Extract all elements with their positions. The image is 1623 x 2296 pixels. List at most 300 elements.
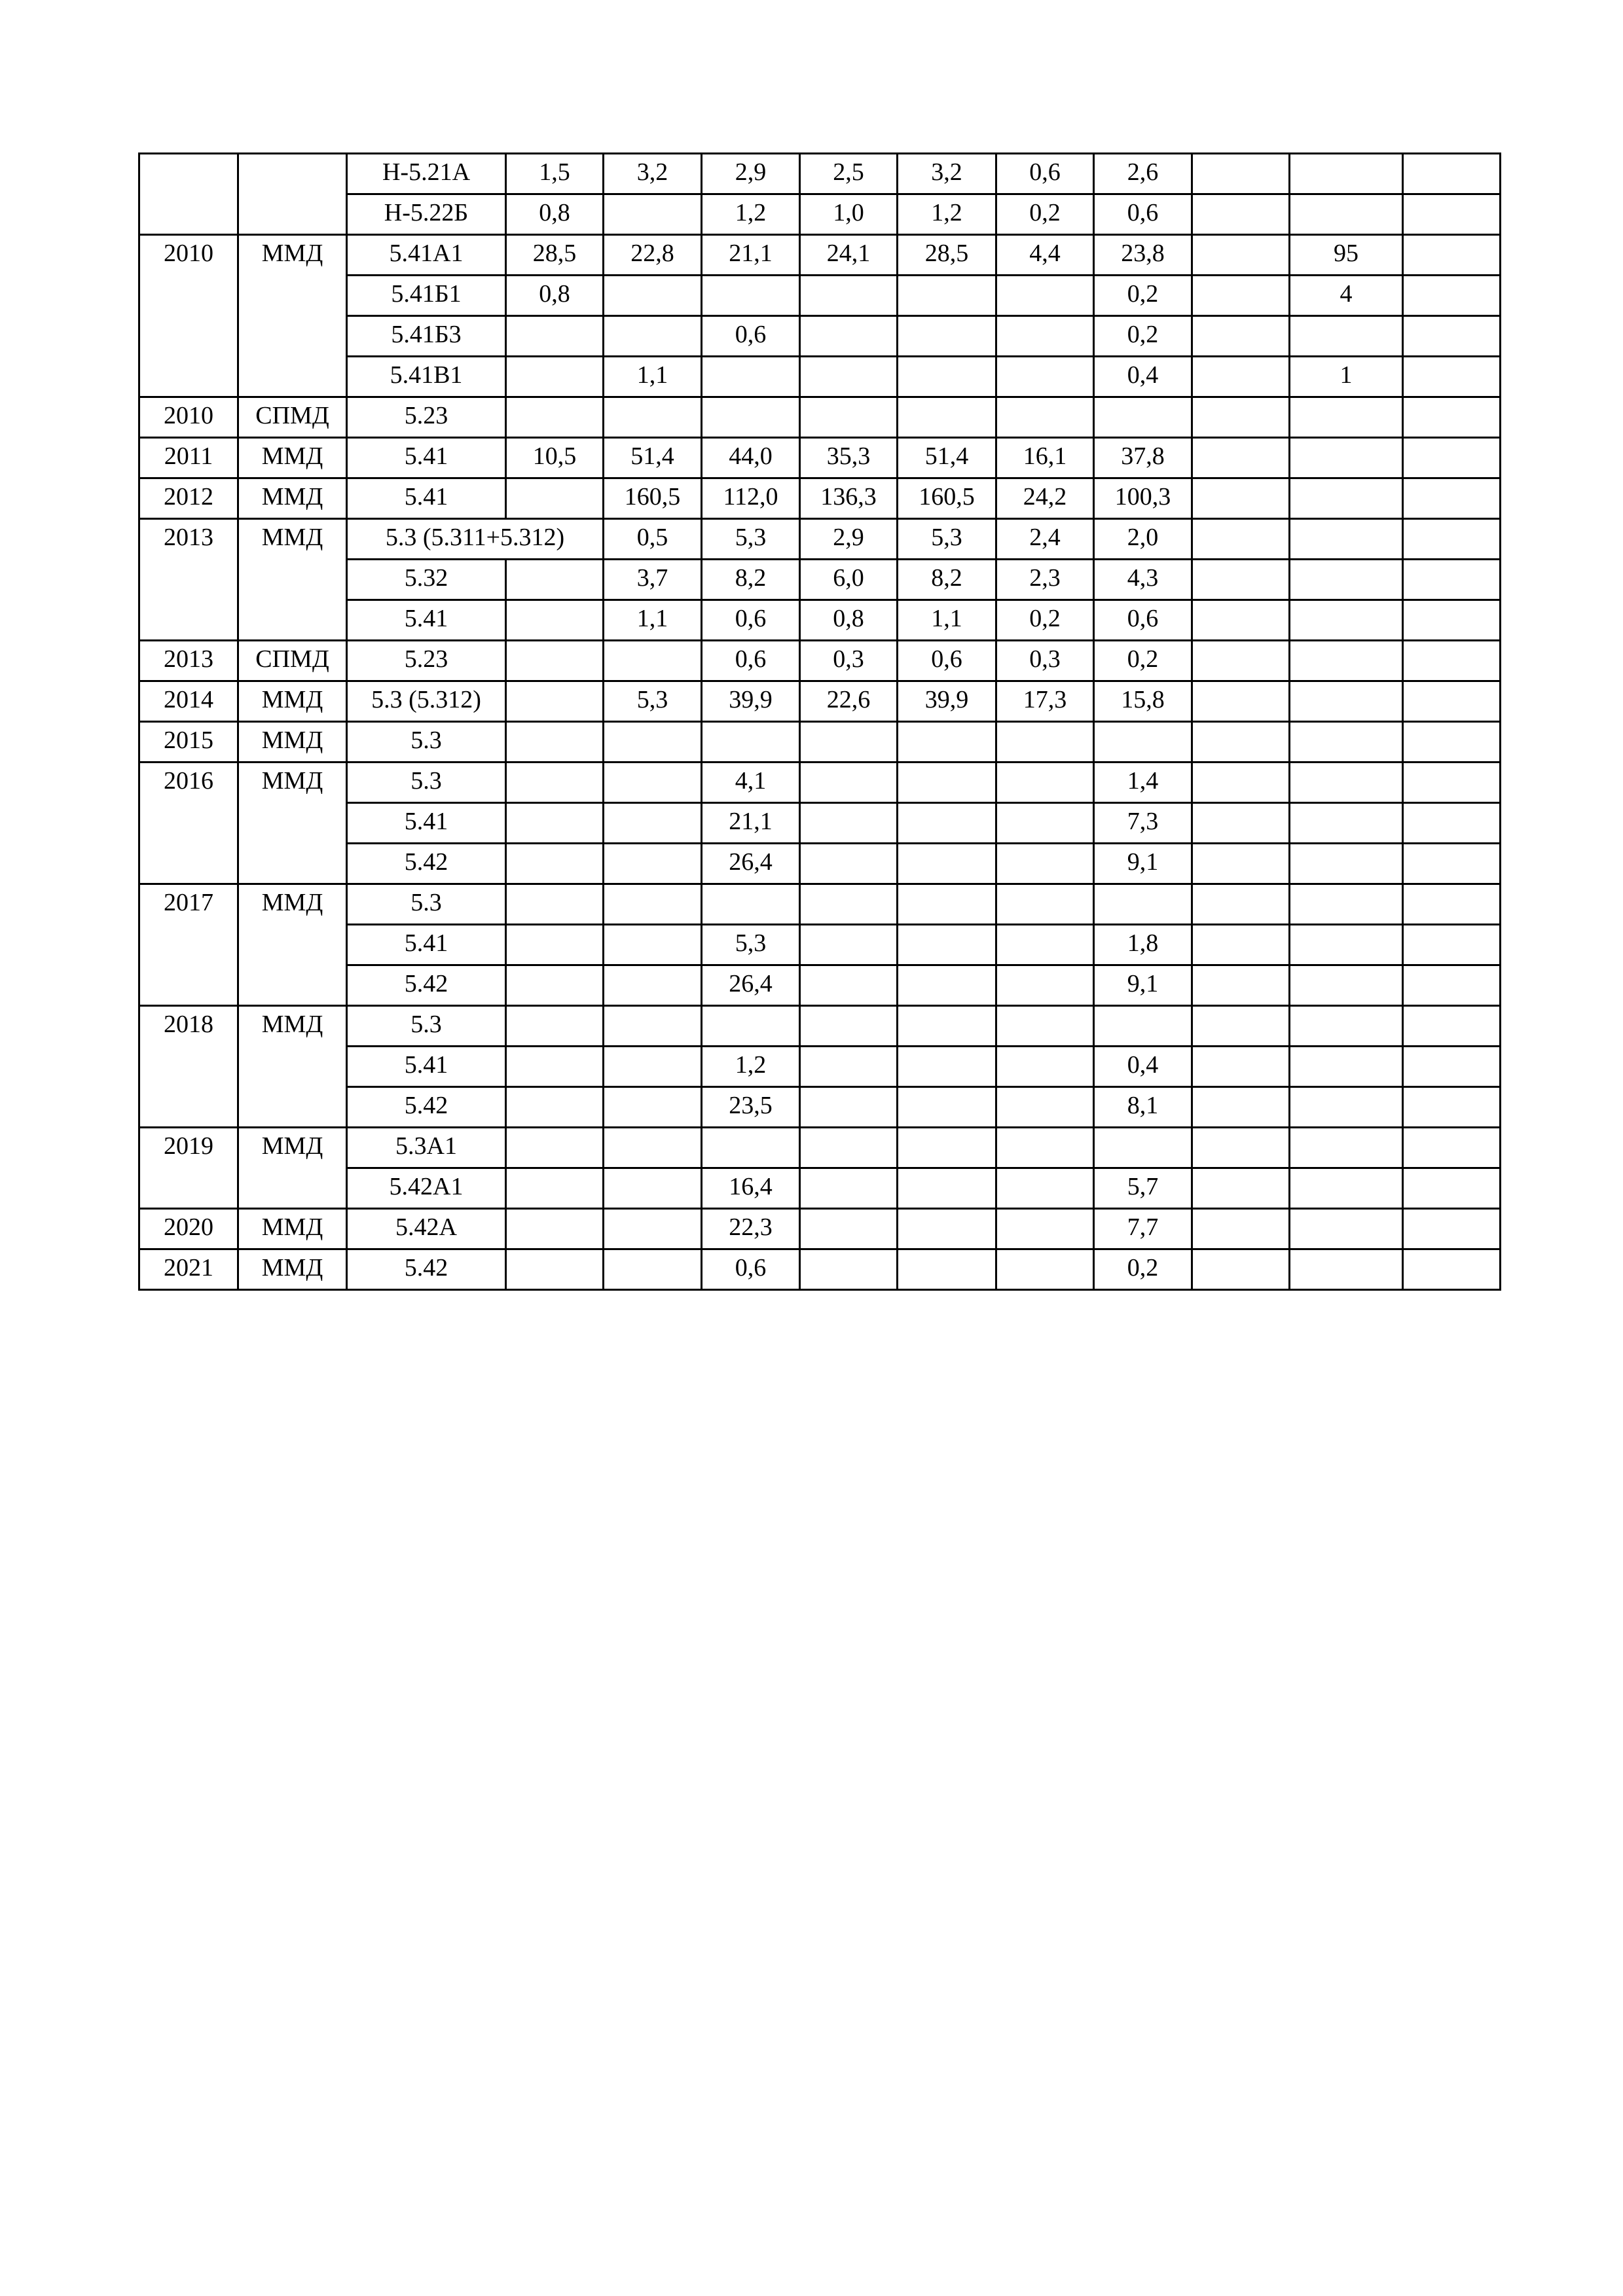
- value-cell: [996, 1087, 1094, 1128]
- value-cell: [506, 560, 604, 600]
- value-cell: 0,6: [702, 316, 800, 357]
- value-cell: 0,2: [1094, 641, 1192, 681]
- value-cell: 2,9: [702, 154, 800, 194]
- value-cell: [1192, 316, 1290, 357]
- value-cell: [996, 276, 1094, 316]
- code-cell: Н-5.22Б: [347, 194, 506, 235]
- value-cell: 0,5: [604, 519, 702, 560]
- value-cell: [1192, 884, 1290, 925]
- value-cell: [800, 1087, 898, 1128]
- value-cell: [800, 722, 898, 762]
- value-cell: 0,6: [702, 600, 800, 641]
- value-cell: [1403, 803, 1501, 844]
- value-cell: [1403, 681, 1501, 722]
- value-cell: [1290, 965, 1403, 1006]
- value-cell: [604, 641, 702, 681]
- value-cell: [702, 884, 800, 925]
- value-cell: [800, 316, 898, 357]
- value-cell: [1403, 438, 1501, 478]
- value-cell: [996, 1168, 1094, 1209]
- value-cell: [898, 722, 996, 762]
- value-cell: 16,4: [702, 1168, 800, 1209]
- data-table: [138, 152, 1501, 1291]
- year-cell: 2010: [139, 235, 238, 397]
- value-cell: 0,4: [1094, 357, 1192, 397]
- value-cell: 16,1: [996, 438, 1094, 478]
- value-cell: [1403, 1047, 1501, 1087]
- table-row: [139, 1006, 1501, 1047]
- value-cell: 51,4: [604, 438, 702, 478]
- value-cell: [996, 884, 1094, 925]
- code-cell: 5.41Б1: [347, 276, 506, 316]
- value-cell: 8,2: [702, 560, 800, 600]
- value-cell: [898, 1006, 996, 1047]
- value-cell: 5,7: [1094, 1168, 1192, 1209]
- value-cell: 1,1: [898, 600, 996, 641]
- value-cell: [1094, 884, 1192, 925]
- value-cell: 4,3: [1094, 560, 1192, 600]
- value-cell: [1192, 1209, 1290, 1249]
- type-cell: СПМД: [238, 641, 347, 681]
- code-cell: 5.41: [347, 438, 506, 478]
- value-cell: 0,2: [1094, 1249, 1192, 1290]
- value-cell: 7,3: [1094, 803, 1192, 844]
- value-cell: [506, 844, 604, 884]
- value-cell: [1403, 1128, 1501, 1168]
- value-cell: [996, 1209, 1094, 1249]
- value-cell: [898, 1209, 996, 1249]
- value-cell: [1403, 1209, 1501, 1249]
- table-row: [139, 438, 1501, 478]
- value-cell: 0,2: [996, 600, 1094, 641]
- value-cell: 0,3: [800, 641, 898, 681]
- value-cell: [1094, 397, 1192, 438]
- value-cell: 1,1: [604, 600, 702, 641]
- value-cell: [898, 1047, 996, 1087]
- value-cell: [898, 276, 996, 316]
- value-cell: [1403, 194, 1501, 235]
- value-cell: [604, 1128, 702, 1168]
- year-cell: 2011: [139, 438, 238, 478]
- type-cell: [238, 154, 347, 235]
- value-cell: [506, 884, 604, 925]
- value-cell: 0,6: [898, 641, 996, 681]
- value-cell: [506, 600, 604, 641]
- type-cell: ММД: [238, 681, 347, 722]
- value-cell: [702, 276, 800, 316]
- type-cell: СПМД: [238, 397, 347, 438]
- value-cell: 22,6: [800, 681, 898, 722]
- value-cell: 2,0: [1094, 519, 1192, 560]
- year-cell: 2013: [139, 641, 238, 681]
- value-cell: 5,3: [702, 519, 800, 560]
- value-cell: [1290, 762, 1403, 803]
- table-row: [139, 235, 1501, 276]
- value-cell: [898, 397, 996, 438]
- code-cell: 5.42: [347, 844, 506, 884]
- value-cell: [996, 1128, 1094, 1168]
- value-cell: 0,6: [702, 1249, 800, 1290]
- value-cell: [1192, 965, 1290, 1006]
- value-cell: [1403, 884, 1501, 925]
- type-cell: ММД: [238, 1128, 347, 1209]
- code-cell: 5.41: [347, 803, 506, 844]
- year-cell: 2014: [139, 681, 238, 722]
- value-cell: 100,3: [1094, 478, 1192, 519]
- value-cell: 2,3: [996, 560, 1094, 600]
- value-cell: [1403, 762, 1501, 803]
- code-cell: 5.42: [347, 1249, 506, 1290]
- value-cell: [800, 1047, 898, 1087]
- code-cell: 5.42: [347, 1087, 506, 1128]
- value-cell: [604, 844, 702, 884]
- value-cell: 5,3: [898, 519, 996, 560]
- code-cell: 5.41Б3: [347, 316, 506, 357]
- value-cell: [800, 1168, 898, 1209]
- value-cell: [1403, 154, 1501, 194]
- value-cell: [1192, 235, 1290, 276]
- value-cell: [506, 722, 604, 762]
- value-cell: [604, 397, 702, 438]
- value-cell: 28,5: [506, 235, 604, 276]
- value-cell: [506, 681, 604, 722]
- value-cell: 4,1: [702, 762, 800, 803]
- code-cell: 5.32: [347, 560, 506, 600]
- value-cell: [604, 884, 702, 925]
- table-row: [139, 884, 1501, 925]
- value-cell: [1290, 1168, 1403, 1209]
- value-cell: [1290, 925, 1403, 965]
- code-cell: 5.23: [347, 397, 506, 438]
- value-cell: 1,2: [898, 194, 996, 235]
- value-cell: [1192, 681, 1290, 722]
- value-cell: [1403, 1249, 1501, 1290]
- value-cell: [996, 1249, 1094, 1290]
- value-cell: [800, 1209, 898, 1249]
- value-cell: [506, 397, 604, 438]
- value-cell: 2,9: [800, 519, 898, 560]
- year-cell: 2015: [139, 722, 238, 762]
- value-cell: [898, 925, 996, 965]
- code-cell: 5.23: [347, 641, 506, 681]
- value-cell: [1192, 1249, 1290, 1290]
- value-cell: 3,2: [898, 154, 996, 194]
- value-cell: 24,2: [996, 478, 1094, 519]
- value-cell: [1192, 1087, 1290, 1128]
- value-cell: [1403, 397, 1501, 438]
- value-cell: [604, 316, 702, 357]
- value-cell: [506, 762, 604, 803]
- code-cell: Н-5.21А: [347, 154, 506, 194]
- value-cell: 2,6: [1094, 154, 1192, 194]
- value-cell: [800, 844, 898, 884]
- value-cell: [800, 803, 898, 844]
- code-cell: 5.41: [347, 1047, 506, 1087]
- value-cell: [1192, 722, 1290, 762]
- value-cell: 0,8: [800, 600, 898, 641]
- value-cell: 23,5: [702, 1087, 800, 1128]
- type-cell: ММД: [238, 1209, 347, 1249]
- value-cell: [1403, 641, 1501, 681]
- value-cell: 17,3: [996, 681, 1094, 722]
- value-cell: 0,6: [1094, 194, 1192, 235]
- value-cell: [800, 762, 898, 803]
- value-cell: [996, 803, 1094, 844]
- value-cell: [1403, 1087, 1501, 1128]
- value-cell: 9,1: [1094, 965, 1192, 1006]
- value-cell: [996, 722, 1094, 762]
- value-cell: [1192, 438, 1290, 478]
- value-cell: [1290, 1209, 1403, 1249]
- value-cell: [1290, 1047, 1403, 1087]
- value-cell: [1094, 722, 1192, 762]
- value-cell: 1,8: [1094, 925, 1192, 965]
- value-cell: [800, 397, 898, 438]
- value-cell: [1192, 925, 1290, 965]
- value-cell: 37,8: [1094, 438, 1192, 478]
- table-row: [139, 397, 1501, 438]
- value-cell: [702, 1128, 800, 1168]
- value-cell: 5,3: [604, 681, 702, 722]
- value-cell: [1403, 722, 1501, 762]
- value-cell: 9,1: [1094, 844, 1192, 884]
- value-cell: [702, 357, 800, 397]
- year-cell: 2013: [139, 519, 238, 641]
- year-cell: [139, 154, 238, 235]
- value-cell: [800, 925, 898, 965]
- value-cell: 22,3: [702, 1209, 800, 1249]
- value-cell: 44,0: [702, 438, 800, 478]
- year-cell: 2018: [139, 1006, 238, 1128]
- value-cell: [604, 803, 702, 844]
- value-cell: [604, 1249, 702, 1290]
- type-cell: ММД: [238, 519, 347, 641]
- type-cell: ММД: [238, 478, 347, 519]
- value-cell: [1192, 1047, 1290, 1087]
- code-cell: 5.41: [347, 925, 506, 965]
- value-cell: [506, 1168, 604, 1209]
- value-cell: [604, 276, 702, 316]
- value-cell: 1,2: [702, 1047, 800, 1087]
- value-cell: [1290, 1128, 1403, 1168]
- table-row: [139, 519, 1501, 560]
- value-cell: [1290, 1249, 1403, 1290]
- value-cell: [506, 803, 604, 844]
- value-cell: 0,4: [1094, 1047, 1192, 1087]
- value-cell: 26,4: [702, 965, 800, 1006]
- value-cell: [1192, 397, 1290, 438]
- value-cell: 0,6: [996, 154, 1094, 194]
- value-cell: [506, 1209, 604, 1249]
- value-cell: [1290, 844, 1403, 884]
- value-cell: [604, 925, 702, 965]
- value-cell: [604, 1209, 702, 1249]
- value-cell: 1,0: [800, 194, 898, 235]
- value-cell: 112,0: [702, 478, 800, 519]
- value-cell: [1403, 235, 1501, 276]
- value-cell: [604, 762, 702, 803]
- value-cell: [506, 316, 604, 357]
- value-cell: [1192, 519, 1290, 560]
- value-cell: [996, 965, 1094, 1006]
- value-cell: [800, 965, 898, 1006]
- value-cell: 0,6: [702, 641, 800, 681]
- value-cell: [1403, 519, 1501, 560]
- value-cell: [1192, 560, 1290, 600]
- value-cell: [800, 1249, 898, 1290]
- value-cell: 4,4: [996, 235, 1094, 276]
- value-cell: [1192, 357, 1290, 397]
- value-cell: [898, 844, 996, 884]
- value-cell: [898, 965, 996, 1006]
- code-cell: 5.3 (5.312): [347, 681, 506, 722]
- value-cell: [604, 194, 702, 235]
- code-cell: 5.3: [347, 722, 506, 762]
- value-cell: 0,6: [1094, 600, 1192, 641]
- value-cell: 3,2: [604, 154, 702, 194]
- value-cell: [506, 925, 604, 965]
- value-cell: [1290, 397, 1403, 438]
- value-cell: [800, 1128, 898, 1168]
- value-cell: 21,1: [702, 803, 800, 844]
- value-cell: [1290, 641, 1403, 681]
- type-cell: ММД: [238, 722, 347, 762]
- value-cell: [1192, 154, 1290, 194]
- value-cell: [604, 722, 702, 762]
- type-cell: ММД: [238, 438, 347, 478]
- value-cell: [506, 1128, 604, 1168]
- value-cell: [1192, 1128, 1290, 1168]
- year-cell: 2016: [139, 762, 238, 884]
- value-cell: [702, 397, 800, 438]
- value-cell: [898, 1087, 996, 1128]
- value-cell: [506, 1087, 604, 1128]
- value-cell: [996, 397, 1094, 438]
- value-cell: 15,8: [1094, 681, 1192, 722]
- type-cell: ММД: [238, 1249, 347, 1290]
- value-cell: 0,2: [996, 194, 1094, 235]
- value-cell: [1192, 1006, 1290, 1047]
- code-cell: 5.3: [347, 762, 506, 803]
- year-cell: 2017: [139, 884, 238, 1006]
- value-cell: 24,1: [800, 235, 898, 276]
- type-cell: ММД: [238, 1006, 347, 1128]
- value-cell: [898, 803, 996, 844]
- value-cell: [1403, 1006, 1501, 1047]
- type-cell: ММД: [238, 762, 347, 884]
- value-cell: 160,5: [604, 478, 702, 519]
- value-cell: 28,5: [898, 235, 996, 276]
- value-cell: [1192, 762, 1290, 803]
- value-cell: 0,2: [1094, 316, 1192, 357]
- value-cell: 1: [1290, 357, 1403, 397]
- value-cell: [1403, 560, 1501, 600]
- value-cell: [1403, 965, 1501, 1006]
- value-cell: 3,7: [604, 560, 702, 600]
- value-cell: [1403, 478, 1501, 519]
- value-cell: [996, 844, 1094, 884]
- value-cell: 8,2: [898, 560, 996, 600]
- value-cell: [1290, 316, 1403, 357]
- table-row: [139, 762, 1501, 803]
- value-cell: [506, 478, 604, 519]
- code-cell: 5.41А1: [347, 235, 506, 276]
- value-cell: [1192, 478, 1290, 519]
- value-cell: [1192, 641, 1290, 681]
- value-cell: 39,9: [702, 681, 800, 722]
- value-cell: [604, 1087, 702, 1128]
- value-cell: [1192, 600, 1290, 641]
- value-cell: [800, 1006, 898, 1047]
- value-cell: 26,4: [702, 844, 800, 884]
- value-cell: [604, 1006, 702, 1047]
- value-cell: [1192, 803, 1290, 844]
- value-cell: [996, 357, 1094, 397]
- year-cell: 2012: [139, 478, 238, 519]
- value-cell: 6,0: [800, 560, 898, 600]
- value-cell: [1290, 884, 1403, 925]
- value-cell: 95: [1290, 235, 1403, 276]
- value-cell: [898, 316, 996, 357]
- value-cell: [1403, 276, 1501, 316]
- value-cell: [1290, 681, 1403, 722]
- value-cell: [1290, 519, 1403, 560]
- value-cell: [898, 762, 996, 803]
- table-row: [139, 722, 1501, 762]
- code-cell: 5.41В1: [347, 357, 506, 397]
- value-cell: [898, 1128, 996, 1168]
- table-row: [139, 1209, 1501, 1249]
- value-cell: [1403, 844, 1501, 884]
- code-cell: 5.41: [347, 600, 506, 641]
- code-cell: 5.3 (5.311+5.312): [347, 519, 604, 560]
- value-cell: 1,2: [702, 194, 800, 235]
- value-cell: 1,4: [1094, 762, 1192, 803]
- value-cell: 8,1: [1094, 1087, 1192, 1128]
- value-cell: 39,9: [898, 681, 996, 722]
- value-cell: [996, 316, 1094, 357]
- value-cell: [898, 357, 996, 397]
- value-cell: 0,3: [996, 641, 1094, 681]
- table-row: [139, 154, 1501, 194]
- value-cell: [1290, 1006, 1403, 1047]
- value-cell: [506, 1047, 604, 1087]
- value-cell: [1192, 844, 1290, 884]
- value-cell: [996, 762, 1094, 803]
- value-cell: [1192, 194, 1290, 235]
- code-cell: 5.3А1: [347, 1128, 506, 1168]
- value-cell: [604, 1047, 702, 1087]
- value-cell: [800, 884, 898, 925]
- value-cell: 10,5: [506, 438, 604, 478]
- value-cell: 5,3: [702, 925, 800, 965]
- value-cell: [1094, 1006, 1192, 1047]
- year-cell: 2020: [139, 1209, 238, 1249]
- value-cell: 23,8: [1094, 235, 1192, 276]
- value-cell: [996, 1047, 1094, 1087]
- value-cell: 1,5: [506, 154, 604, 194]
- table-row: [139, 641, 1501, 681]
- value-cell: 35,3: [800, 438, 898, 478]
- table-row: [139, 1249, 1501, 1290]
- code-cell: 5.3: [347, 1006, 506, 1047]
- value-cell: 136,3: [800, 478, 898, 519]
- code-cell: 5.3: [347, 884, 506, 925]
- year-cell: 2010: [139, 397, 238, 438]
- value-cell: [506, 641, 604, 681]
- value-cell: [702, 722, 800, 762]
- value-cell: [1403, 316, 1501, 357]
